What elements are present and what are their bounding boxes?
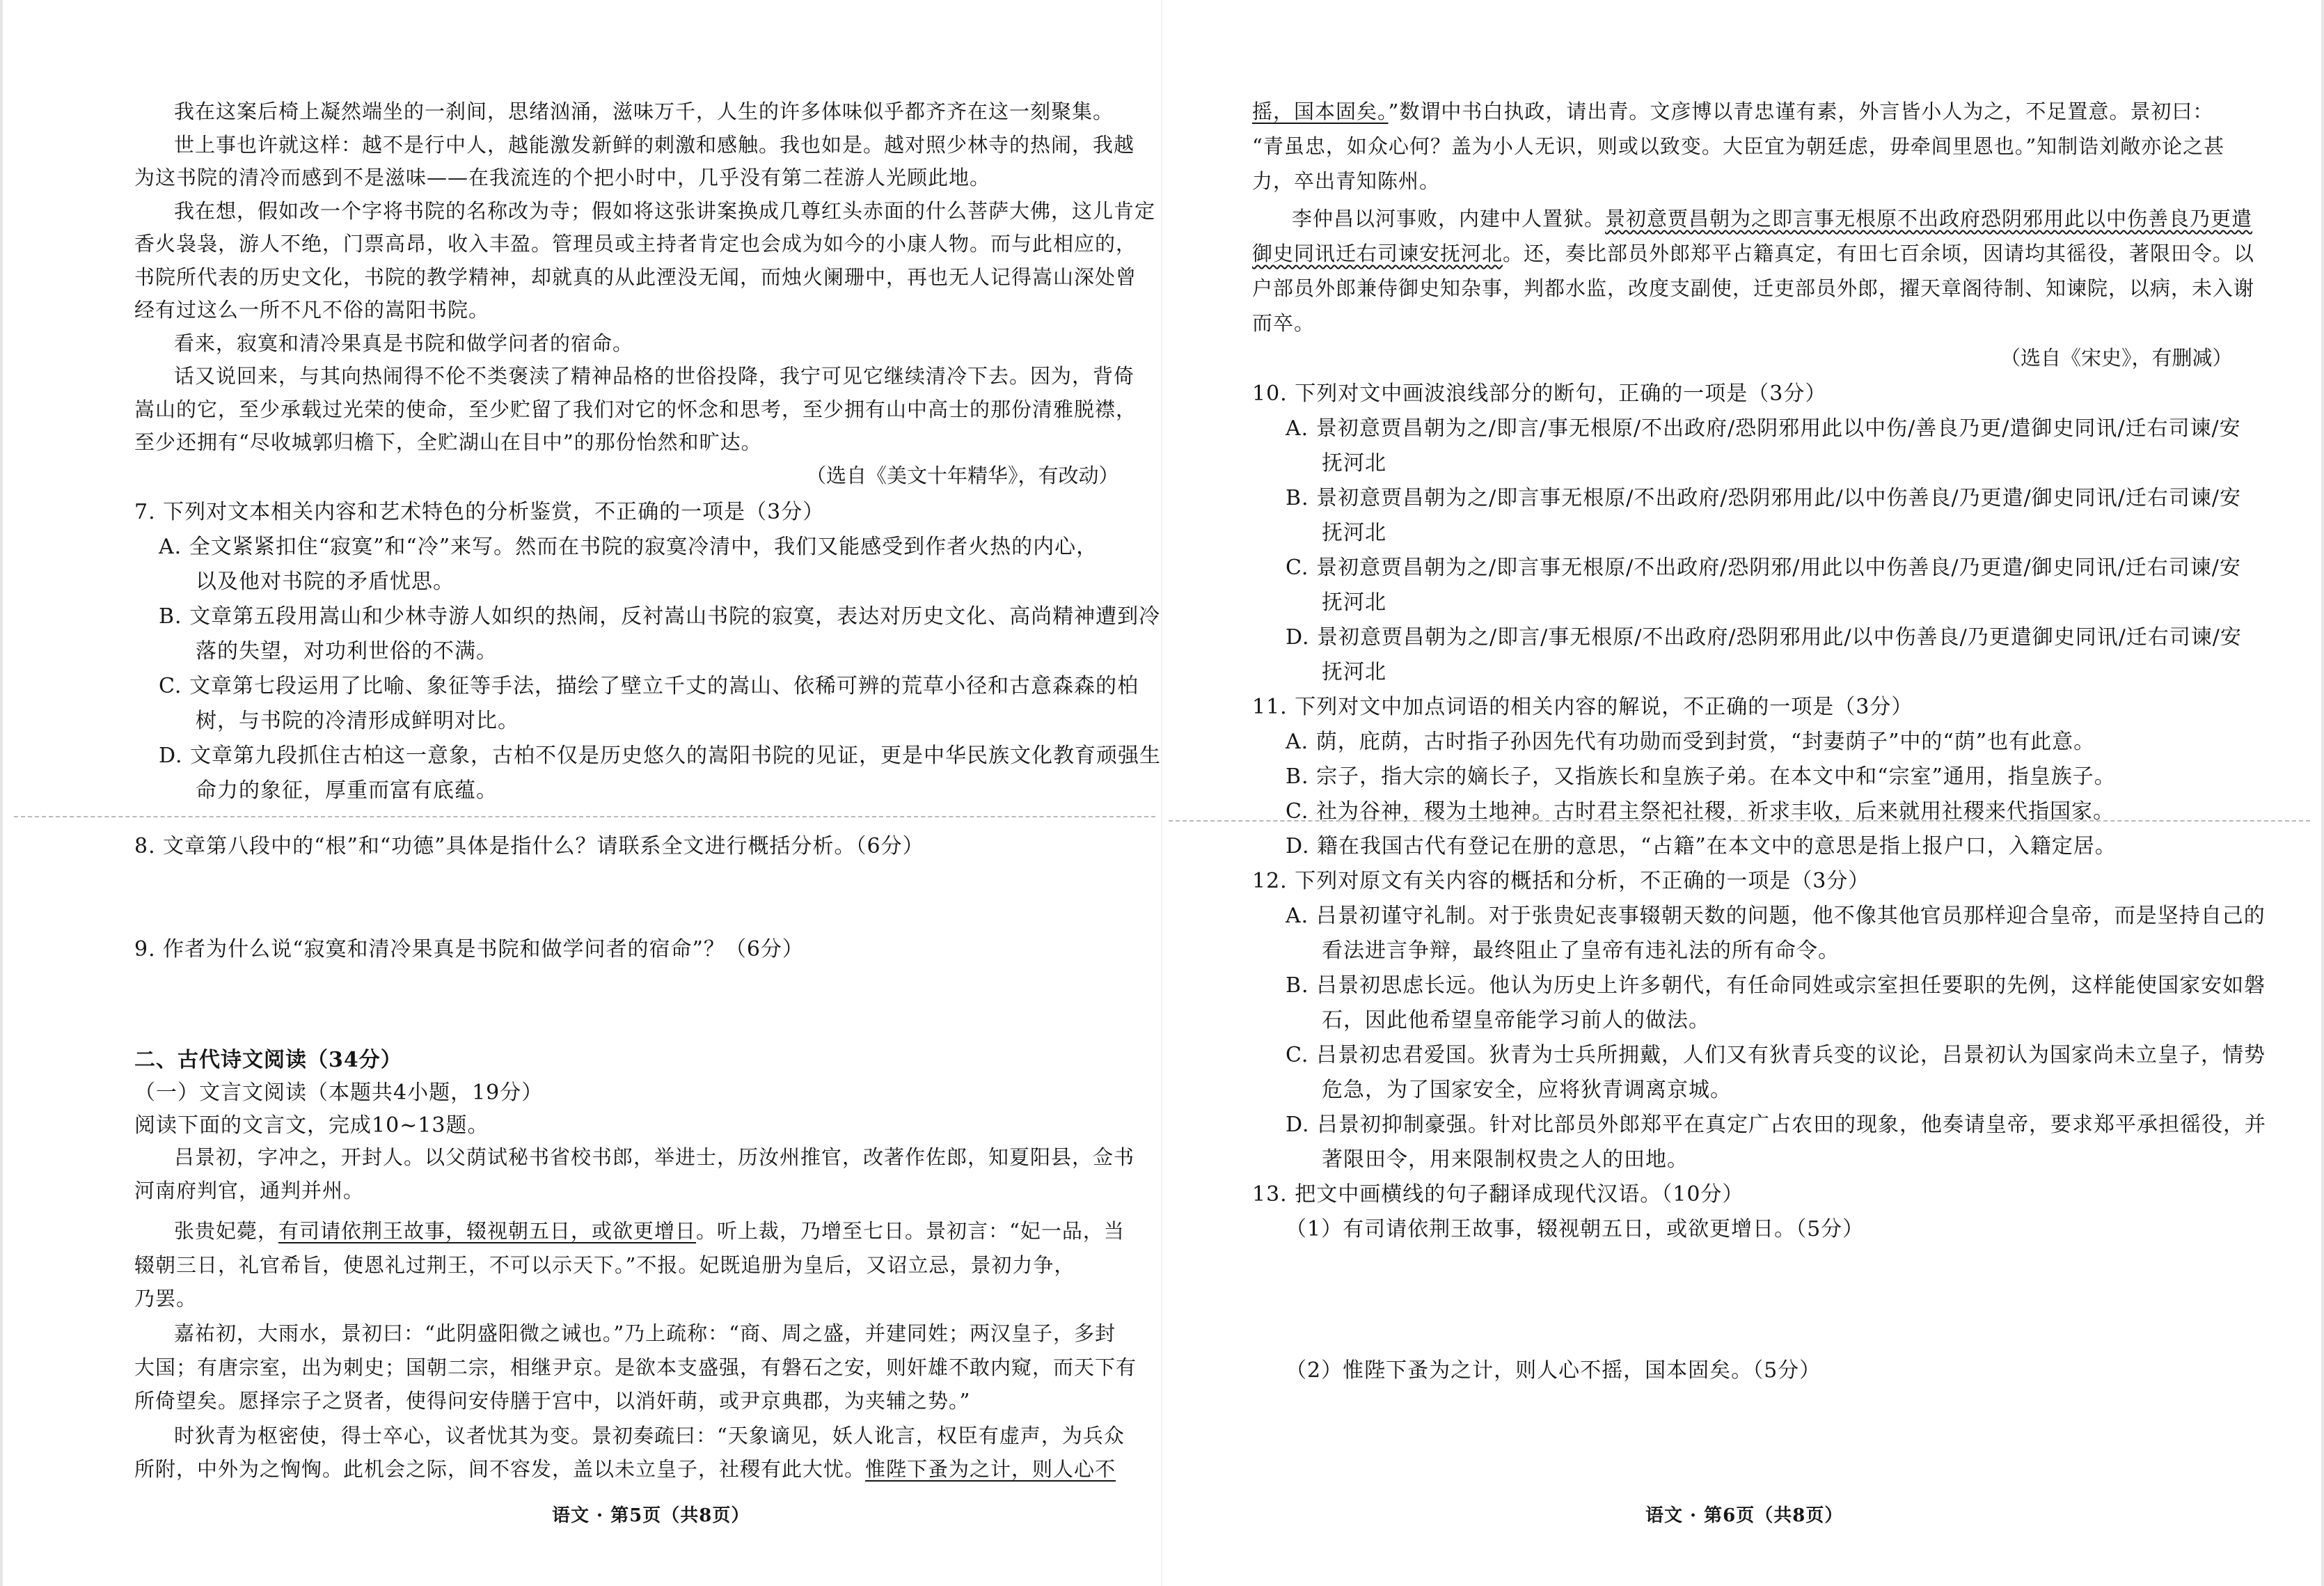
classical-paragraph-4-line-4: “青虽忠，如众心何？盖为小人无识，则或以致变。大臣宜为朝廷虑，毋牵闾里恩也。”知制诰刘敞亦论之甚 <box>1252 134 2225 158</box>
passage-paragraph-2-line-2: 为这书院的清冷而感到不是滋味——在我流连的个把小时中，几乎没有第二茬游人光顾此地。 <box>134 166 991 189</box>
q7-option-d-line-1: D. 文章第九段抓住古柏这一意象，古柏不仅是历史悠久的嵩阳书院的见证，更是中华民族文化教育顽强生 <box>159 744 1162 768</box>
q12-option-b-line-2: 石，因此他希望皇帝能学习前人的做法。 <box>1322 1008 1710 1033</box>
q11-option-d: D. 籍在我国古代有登记在册的意思，“占籍”在本文中的意思是指上报户口，入籍定居。 <box>1286 834 2117 858</box>
classical-paragraph-5-line-4: 而卒。 <box>1252 311 1315 335</box>
right-page <box>1162 0 2324 1586</box>
q10-option-b-line-2: 抚河北 <box>1322 521 1386 545</box>
q10-option-d-line-2: 抚河北 <box>1322 660 1386 684</box>
section-2-1-heading: （一）文言文阅读（本题共4小题，19分） <box>134 1081 544 1105</box>
wavy-sentence-part-1: 景初意贾昌朝为之即言事无根原不出政府恐阴邪用此以中伤善良乃更遣 <box>1605 207 2253 230</box>
q10-option-c-line-2: 抚河北 <box>1322 590 1386 615</box>
q7-option-c-line-2: 树，与书院的冷清形成鲜明对比。 <box>196 709 519 733</box>
classical-paragraph-1-line-2: 河南府判官，通判并州。 <box>134 1179 365 1202</box>
q7-option-d-line-2: 命力的象征，厚重而富有底蕴。 <box>196 778 498 803</box>
r2-tail: 。还，奏比部员外郎郑平占籍真定，有田七百余顷，因请均其徭役，著限田令。以 <box>1503 242 2255 265</box>
passage-source: （选自《美文十年精华》，有改动） <box>806 464 1119 487</box>
q7-option-a-line-1: A. 全文紧紧扣住“寂寞”和“冷”来写。然而在书院的寂寞冷清中，我们又能感受到作者火热的内心， <box>159 535 1098 559</box>
classical-paragraph-1-line-1: 吕景初，字冲之，开封人。以父荫试秘书省校书郎，举进士，历汝州推官，改著作佐郎，知夏阳县，佥书 <box>174 1145 1135 1169</box>
passage-paragraph-3-line-4: 经有过这么一所不凡不俗的嵩阳书院。 <box>134 298 490 322</box>
right-page-footer: 语文 · 第6页（共8页） <box>1645 1505 1844 1526</box>
cl4-lead: 所附，中外为之恟恟。此机会之际，间不容发，盖以未立皇子，社稷有此大忧。 <box>134 1457 866 1481</box>
passage-paragraph-5-line-2: 嵩山的它，至少承载过光荣的使命，至少贮留了我们对它的怀念和思考，至少拥有山中高士的那份清雅脱襟， <box>134 398 1137 421</box>
q11-option-a: A. 荫，庇荫，古时指子孙因先代有功勋而受到封赏，“封妻荫子”中的“荫”也有此意。 <box>1286 730 2096 754</box>
question-9: 9. 作者为什么说“寂寞和清冷果真是书院和做学问者的宿命”？（6分） <box>134 937 804 961</box>
passage-paragraph-4: 看来，寂寞和清冷果真是书院和做学问者的宿命。 <box>174 331 634 355</box>
cl2-tail: 。听上裁，乃增至七日。景初言：“妃一品，当 <box>696 1219 1125 1243</box>
q12-option-a-line-1: A. 吕景初谨守礼制。对于张贵妃丧事辍朝天数的问题，他不像其他官员那样迎合皇帝，而是坚持自己的 <box>1286 904 2266 928</box>
q12-option-a-line-2: 看法进言争辩，最终阻止了皇帝有违礼法的所有命令。 <box>1322 939 1840 963</box>
passage-paragraph-3-line-2: 香火袅袅，游人不绝，门票高昂，收入丰盈。管理员或主持者肯定也会成为如今的小康人物。而与此相应的， <box>134 232 1137 256</box>
q12-option-c-line-2: 危急，为了国家安全，应将狄青调离京城。 <box>1322 1078 1732 1102</box>
r2-lead: 李仲昌以河事败，内建中人置狱。 <box>1292 207 1606 230</box>
q10-option-b-line-1: B. 景初意贾昌朝为之/即言事无根原/不出政府/恐阴邪用此/以中伤善良/乃更遣/御史同讯/迁右司谏/安 <box>1286 486 2241 510</box>
classical-paragraph-2-line-2: 辍朝三日，礼官希旨，使恩礼过荆王，不可以示天下。”不报。妃既追册为皇后，又诏立忌，景初力争， <box>134 1253 1075 1277</box>
question-10: 10. 下列对文中画波浪线部分的断句，正确的一项是（3分） <box>1252 382 1827 406</box>
classical-paragraph-5-line-3: 户部员外郎兼侍御史知杂事，判都水监，改度支副使，迁吏部员外郎，擢天章阁待制、知谏院，以病，未入谢 <box>1252 276 2255 300</box>
classical-paragraph-4-line-1: 时狄青为枢密使，得士卒心，议者忧其为变。景初奏疏曰：“天象谪见，妖人讹言，权臣有虚声，为兵众 <box>174 1424 1125 1447</box>
cl2-lead: 张贵妃薨， <box>174 1219 279 1243</box>
classical-paragraph-4-line-5: 力，卒出青知陈州。 <box>1252 169 1441 193</box>
q7-option-c-line-1: C. 文章第七段运用了比喻、象征等手法，描绘了壁立千丈的嵩山、依稀可辨的荒草小径和古意森森的柏 <box>159 674 1139 698</box>
q10-option-c-line-1: C. 景初意贾昌朝为之/即言事无根原/不出政府/恐阴邪/用此以中伤善良/乃更遣/御史同讯/迁右司谏/安 <box>1286 556 2241 580</box>
q7-option-a-line-2: 以及他对书院的矛盾忧思。 <box>196 570 454 594</box>
classical-paragraph-3-line-2: 大国；有唐宗室，出为刺史；国朝二宗，相继尹京。是欲本支盛强，有磐石之安，则奸雄不敢内窥，而天下有 <box>134 1356 1137 1379</box>
question-8: 8. 文章第八段中的“根”和“功德”具体是指什么？请联系全文进行概括分析。（6分） <box>134 834 924 858</box>
classical-text-instruction: 阅读下面的文言文，完成10~13题。 <box>134 1113 489 1138</box>
classical-paragraph-4-line-3 <box>1252 96 2213 125</box>
underlined-sentence-2-part-2: 摇，国本固矣。 <box>1252 100 1389 123</box>
scan-fold-line <box>14 816 1155 817</box>
passage-paragraph-3-line-3: 书院所代表的历史文化，书院的教学精神，却就真的从此湮没无闻，而烛火阑珊中，再也无人记得嵩山深处曾 <box>134 265 1137 289</box>
q11-option-c: C. 社为谷神，稷为土地神。古时君主祭祀社稷，祈求丰收，后来就用社稷来代指国家。 <box>1286 799 2114 824</box>
underlined-sentence-2-part-1: 惟陛下蚤为之计，则人心不 <box>865 1457 1116 1481</box>
q13-part-1: （1）有司请依荆王故事，辍视朝五日，或欲更增日。（5分） <box>1286 1217 1865 1241</box>
passage-paragraph-1: 我在这案后椅上凝然端坐的一刹间，思绪汹涌，滋味万千，人生的许多体味似乎都齐齐在这一刻聚集。 <box>174 100 1114 123</box>
scan-fold-line-right <box>1169 820 2310 822</box>
question-13: 13. 把文中画横线的句子翻译成现代汉语。（10分） <box>1252 1182 1744 1207</box>
q12-option-b-line-1: B. 吕景初思虑长远。他认为历史上许多朝代，有任命同姓或宗室担任要职的先例，这样能使国家安如磐 <box>1286 973 2266 998</box>
underlined-sentence-1: 有司请依荆王故事，辍视朝五日，或欲更增日 <box>278 1219 697 1243</box>
classical-source: （选自《宋史》，有删减） <box>2000 346 2233 370</box>
question-11: 11. 下列对文中加点词语的相关内容的解说，不正确的一项是（3分） <box>1252 695 1913 719</box>
q12-option-c-line-1: C. 吕景初忠君爱国。狄青为士兵所拥戴，人们又有狄青兵变的议论，吕景初认为国家尚未立皇子，情势 <box>1286 1043 2266 1067</box>
q12-option-d-line-1: D. 吕景初抑制豪强。针对比部员外郎郑平在真定广占农田的现象，他奏请皇帝，要求郑平承担徭役，并 <box>1286 1113 2267 1137</box>
classical-paragraph-3-line-3: 所倚望矣。愿择宗子之贤者，使得问安侍膳于宫中，以消奸萌，或尹京典郡，为夹辅之势。” <box>134 1389 971 1413</box>
q7-option-b-line-2: 落的失望，对功利世俗的不满。 <box>196 639 498 664</box>
classical-paragraph-5-line-1 <box>1292 203 2252 232</box>
classical-paragraph-2-line-1 <box>174 1216 1125 1244</box>
section-2-heading: 二、古代诗文阅读（34分） <box>134 1048 402 1072</box>
q7-option-b-line-1: B. 文章第五段用嵩山和少林寺游人如织的热闹，反衬嵩山书院的寂寞，表达对历史文化、高尚精神遭到冷 <box>159 604 1161 629</box>
classical-paragraph-4-line-2 <box>134 1454 1116 1482</box>
classical-paragraph-3-line-1: 嘉祐初，大雨水，景初曰：“此阴盛阳微之诫也。”乃上疏称：“商、周之盛，并建同姓；两汉皇子，多封 <box>174 1321 1116 1345</box>
q12-option-d-line-2: 著限田令，用来限制权贵之人的田地。 <box>1322 1147 1689 1172</box>
wavy-sentence-part-2: 御史同讯迁右司谏安抚河北 <box>1252 242 1503 265</box>
q11-option-b: B. 宗子，指大宗的嫡长子，又指族长和皇族子弟。在本文中和“宗室”通用，指皇族子。 <box>1286 764 2116 789</box>
passage-paragraph-2-line-1: 世上事也许就这样：越不是行中人，越能激发新鲜的刺激和感触。我也如是。越对照少林寺的热闹，我越 <box>174 133 1135 157</box>
passage-paragraph-5-line-1: 话又说回来，与其向热闹得不伦不类褒渎了精神品格的世俗投降，我宁可见它继续清冷下去。因为，背倚 <box>174 364 1135 388</box>
q13-part-2: （2）惟陛下蚤为之计，则人心不摇，国本固矣。（5分） <box>1286 1358 1821 1383</box>
classical-paragraph-5-line-2 <box>1252 238 2254 267</box>
q10-option-a-line-1: A. 景初意贾昌朝为之/即言/事无根原/不出政府/恐阴邪用此以中伤/善良乃更/遣御史同讯/迁右司谏/安 <box>1286 416 2241 441</box>
question-7: 7. 下列对文本相关内容和艺术特色的分析鉴赏，不正确的一项是（3分） <box>134 500 825 524</box>
question-12: 12. 下列对原文有关内容的概括和分析，不正确的一项是（3分） <box>1252 869 1870 893</box>
q10-option-d-line-1: D. 景初意贾昌朝为之/即言/事无根原/不出政府/恐阴邪用此/以中伤善良/乃更遣御史同讯/迁右司谏/安 <box>1286 625 2242 650</box>
passage-paragraph-5-line-3: 至少还拥有“尽收城郭归檐下，全贮湖山在目中”的那份怡然和旷达。 <box>134 430 762 454</box>
classical-paragraph-2-line-3: 乃罢。 <box>134 1287 198 1310</box>
r1-tail: ”数谓中书白执政，请出青。文彦博以青忠谨有素，外言皆小人为之，不足置意。景初曰： <box>1388 100 2214 123</box>
passage-paragraph-3-line-1: 我在想，假如改一个字将书院的名称改为寺；假如将这张讲案换成几尊红头赤面的什么菩萨大佛，这儿肯定 <box>174 199 1156 223</box>
q10-option-a-line-2: 抚河北 <box>1322 451 1386 476</box>
left-page-footer: 语文 · 第5页（共8页） <box>552 1505 750 1526</box>
